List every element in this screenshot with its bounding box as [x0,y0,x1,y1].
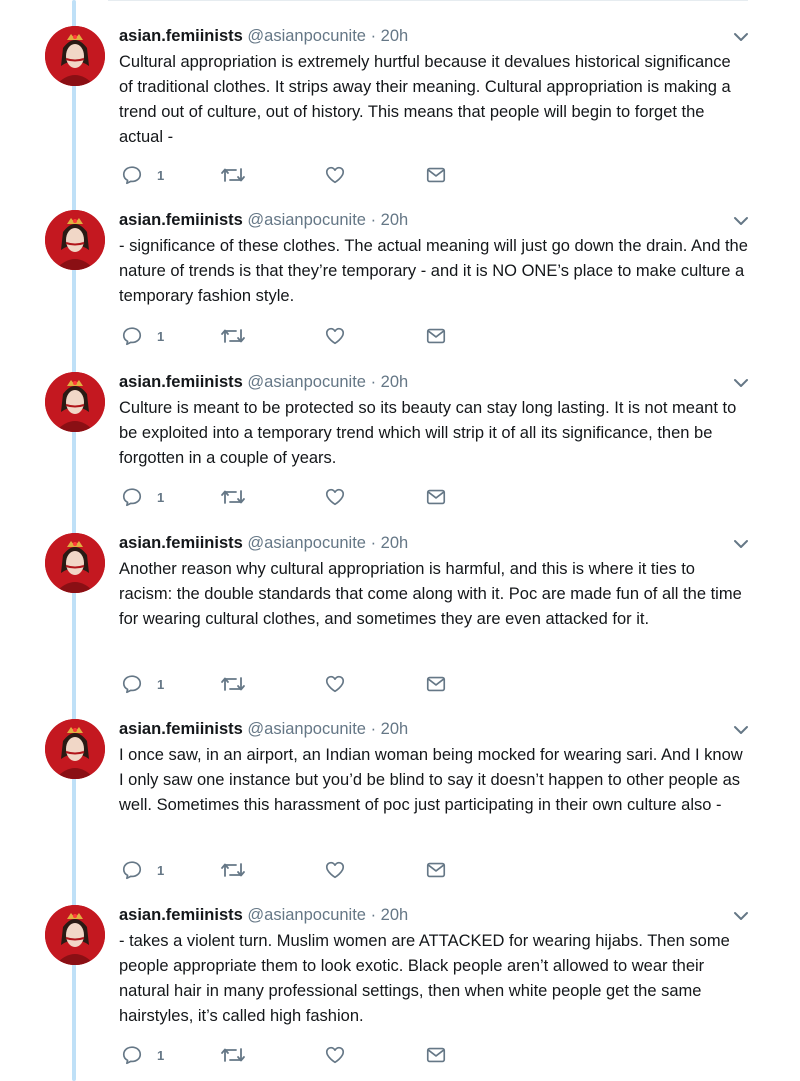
retweet-icon [220,673,246,695]
separator-dot: · [370,906,377,924]
direct-message-button[interactable] [425,858,447,882]
direct-message-button[interactable] [425,324,447,348]
retweet-button[interactable] [220,1043,246,1067]
top-divider [108,0,748,1]
reply-button[interactable] [121,858,164,882]
tweet-header [119,26,408,46]
chevron-down-icon[interactable] [733,723,749,735]
retweet-icon [220,164,246,186]
retweet-button[interactable] [220,485,246,509]
tweet-text: - significance of these clothes. The actual meaning will just go down the drain. And the nature of trends is that they’re temporary - and it is NO ONE’s place to make culture a temporary fashion style. [119,237,748,305]
avatar[interactable] [45,533,105,593]
like-button[interactable] [324,324,346,348]
reply-button[interactable] [121,485,164,509]
timestamp[interactable]: 20h [380,720,409,738]
retweet-icon [220,1044,246,1066]
heart-icon [324,164,346,186]
tweet-header [119,719,408,739]
retweet-button[interactable] [220,858,246,882]
avatar[interactable] [45,905,105,965]
direct-message-button[interactable] [425,485,447,509]
reply-icon [121,673,143,695]
reply-button[interactable] [121,672,164,696]
reply-count: 1 [157,862,165,878]
like-button[interactable] [324,672,346,696]
reply-button[interactable] [121,163,164,187]
like-button[interactable] [324,485,346,509]
retweet-icon [220,325,246,347]
tweet-text: Cultural appropriation is extremely hurtful because it devalues historical significance of traditional clothes. It strips away their meaning. Cultural appropriation is making a trend out of culture, out of history. This means that people will begin to forget the actual - [119,53,731,146]
tweet-header [119,533,408,553]
user-handle[interactable]: @asianpocunite [247,373,366,391]
reply-icon [121,1044,143,1066]
user-handle[interactable]: @asianpocunite [247,27,366,45]
separator-dot: · [370,211,377,229]
display-name[interactable]: asian.femiinists [119,27,243,45]
envelope-icon [425,1044,447,1066]
chevron-down-icon[interactable] [733,214,749,226]
direct-message-button[interactable] [425,672,447,696]
avatar[interactable] [45,719,105,779]
reply-icon [121,486,143,508]
heart-icon [324,486,346,508]
retweet-icon [220,859,246,881]
timestamp[interactable]: 20h [380,906,409,924]
envelope-icon [425,325,447,347]
retweet-button[interactable] [220,324,246,348]
heart-icon [324,325,346,347]
chevron-down-icon[interactable] [733,30,749,42]
reply-count: 1 [157,328,165,344]
reply-button[interactable] [121,324,164,348]
chevron-down-icon[interactable] [733,909,749,921]
retweet-button[interactable] [220,163,246,187]
separator-dot: · [370,720,377,738]
tweet-text: - takes a violent turn. Muslim women are ATTACKED for wearing hijabs. Then some people appropriate them to look exotic. Black people aren’t allowed to wear their natural hair in many professional settings, then when white people get the same hairstyles, it’s called high fashion. [119,932,730,1025]
reply-count: 1 [157,489,165,505]
reply-icon [121,859,143,881]
direct-message-button[interactable] [425,1043,447,1067]
reply-button[interactable] [121,1043,164,1067]
envelope-icon [425,486,447,508]
avatar[interactable] [45,372,105,432]
envelope-icon [425,164,447,186]
display-name[interactable]: asian.femiinists [119,211,243,229]
user-handle[interactable]: @asianpocunite [247,906,366,924]
timestamp[interactable]: 20h [380,27,409,45]
tweet-text: Another reason why cultural appropriation is harmful, and this is where it ties to racism: the double standards that come along with it. Poc are made fun of all the time for wearing cultural clothes, and sometimes they are even attacked for it. [119,560,742,628]
chevron-down-icon[interactable] [733,537,749,549]
tweet-text: Culture is meant to be protected so its beauty can stay long lasting. It is not meant to be exploited into a temporary trend which will strip it of all its significance, then be forgotten in a couple of years. [119,399,737,467]
tweet-text: I once saw, in an airport, an Indian woman being mocked for wearing sari. And I know I only saw one instance but you’d be blind to say it doesn’t happen to other people as well. Sometimes this harassment of poc just participating in their own culture also - [119,746,743,814]
timestamp[interactable]: 20h [380,534,409,552]
display-name[interactable]: asian.femiinists [119,373,243,391]
reply-count: 1 [157,167,165,183]
reply-icon [121,325,143,347]
user-handle[interactable]: @asianpocunite [247,211,366,229]
tweet-header [119,372,408,392]
timestamp[interactable]: 20h [380,373,409,391]
direct-message-button[interactable] [425,163,447,187]
tweet-header [119,210,408,230]
like-button[interactable] [324,1043,346,1067]
envelope-icon [425,859,447,881]
reply-count: 1 [157,676,165,692]
separator-dot: · [370,534,377,552]
reply-icon [121,164,143,186]
retweet-button[interactable] [220,672,246,696]
display-name[interactable]: asian.femiinists [119,720,243,738]
user-handle[interactable]: @asianpocunite [247,720,366,738]
retweet-icon [220,486,246,508]
separator-dot: · [370,373,377,391]
like-button[interactable] [324,858,346,882]
heart-icon [324,859,346,881]
separator-dot: · [370,27,377,45]
tweet-header [119,905,408,925]
envelope-icon [425,673,447,695]
timestamp[interactable]: 20h [380,211,409,229]
display-name[interactable]: asian.femiinists [119,906,243,924]
like-button[interactable] [324,163,346,187]
reply-count: 1 [157,1047,165,1063]
avatar[interactable] [45,210,105,270]
heart-icon [324,673,346,695]
heart-icon [324,1044,346,1066]
display-name[interactable]: asian.femiinists [119,534,243,552]
user-handle[interactable]: @asianpocunite [247,534,366,552]
chevron-down-icon[interactable] [733,376,749,388]
avatar[interactable] [45,26,105,86]
